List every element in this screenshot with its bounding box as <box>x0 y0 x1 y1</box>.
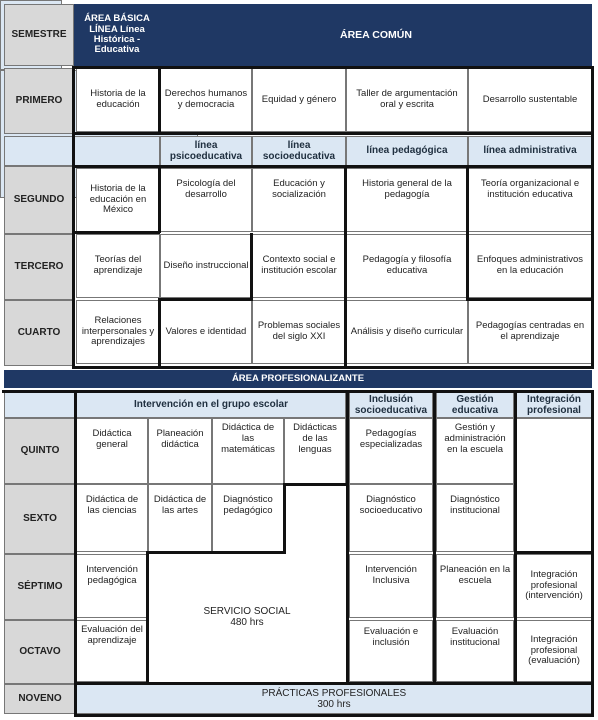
course-cell <box>76 168 160 232</box>
course-label: Pedagogía y filosofía educativa <box>362 254 452 276</box>
frame-line <box>514 390 517 684</box>
course-label: Pedagogías centradas en el aprendizaje <box>475 320 585 342</box>
course-cell <box>76 484 148 552</box>
course-cell <box>468 168 592 232</box>
course-cell <box>212 418 284 484</box>
course-cell <box>436 484 514 552</box>
area-basica-label: ÁREA BÁSICA LÍNEA Línea Histórica - Educativa <box>84 13 150 56</box>
course-cell <box>76 300 160 364</box>
frame-line <box>74 682 594 685</box>
linea-label: línea psicoeducativa <box>169 139 243 162</box>
course-cell <box>346 234 468 298</box>
frame-line <box>344 298 347 368</box>
course-label: Evaluación institucional <box>450 626 500 648</box>
semestre-header-label: SEMESTRE <box>11 29 67 41</box>
course-label: Relaciones interpersonales y aprendizajes <box>81 314 155 348</box>
servicio-social-title: SERVICIO SOCIAL <box>203 605 291 617</box>
semester-noveno <box>4 684 76 714</box>
course-cell <box>346 68 468 132</box>
prof-header-label: Inclusión socioeducativa <box>354 393 428 416</box>
frame-line <box>74 390 77 716</box>
semester-tercero <box>4 234 74 300</box>
course-label: Educación y socialización <box>272 178 326 200</box>
linea-administrativa <box>468 136 592 166</box>
servicio-social-text <box>148 600 346 634</box>
course-label: Diagnóstico institucional <box>450 494 500 516</box>
prof-header-inclusion <box>349 392 433 418</box>
course-cell <box>148 484 212 552</box>
prof-header-label: Intervención en el grupo escolar <box>134 399 288 411</box>
practicas-hours: 300 hrs <box>317 699 351 710</box>
course-cell <box>468 300 592 364</box>
frame-line <box>466 298 594 301</box>
frame-line <box>146 551 286 554</box>
course-label: Gestión y administración en la escuela <box>444 422 506 455</box>
semestre-header <box>4 4 74 66</box>
prof-header-label: Gestión educativa <box>451 393 499 416</box>
frame-line <box>72 66 594 69</box>
semester-octavo <box>4 620 76 684</box>
frame-line <box>344 165 347 301</box>
course-cell <box>76 418 148 484</box>
course-cell <box>252 234 346 298</box>
linea-psicoeducativa <box>160 136 252 166</box>
area-comun-label: ÁREA COMÚN <box>340 28 412 41</box>
linea-label: línea administrativa <box>483 145 577 157</box>
course-label: Didáctica de las artes <box>153 494 207 516</box>
course-cell <box>160 300 252 364</box>
frame-line <box>72 132 594 135</box>
course-cell <box>349 554 433 618</box>
course-cell <box>160 234 252 298</box>
course-label: Didácticas de las lenguas <box>293 422 337 455</box>
practicas-title: PRÁCTICAS PROFESIONALES <box>261 687 407 699</box>
course-cell <box>76 554 148 618</box>
semester-label: NOVENO <box>18 693 62 705</box>
course-label: Teoría organizacional e institución educativa <box>480 178 580 200</box>
course-label: Equidad y género <box>261 93 337 105</box>
course-cell <box>516 620 592 682</box>
semester-label: OCTAVO <box>19 646 61 658</box>
frame-line <box>2 390 594 393</box>
course-label: Enfoques administrativos en la educación <box>476 254 584 276</box>
course-label: Derechos humanos y democracia <box>164 88 248 110</box>
course-cell <box>252 68 346 132</box>
course-label: Diagnóstico pedagógico <box>223 494 273 516</box>
course-label: Análisis y diseño curricular <box>350 325 464 337</box>
linea-label: línea socioeducativa <box>262 139 336 162</box>
course-label: Historia de la educación <box>90 88 146 110</box>
area-comun-header <box>160 4 592 66</box>
course-cell <box>468 234 592 298</box>
course-label: Evaluación e inclusión <box>363 626 419 648</box>
course-cell <box>436 620 514 682</box>
semester-label: SEXTO <box>23 513 57 525</box>
course-label: Diagnóstico socioeducativo <box>359 494 423 516</box>
course-label: Didáctica de las matemáticas <box>221 422 275 455</box>
frame-line <box>516 551 594 554</box>
course-cell <box>252 168 346 232</box>
course-cell <box>346 168 468 232</box>
course-label: Diseño instruccional <box>163 259 249 271</box>
frame-line <box>284 483 348 486</box>
frame-line <box>72 66 75 368</box>
course-label: Didáctica general <box>92 428 132 450</box>
semester-label: QUINTO <box>20 445 60 457</box>
linea-label: línea pedagógica <box>366 145 448 157</box>
prof-header-intervencion <box>76 392 346 418</box>
course-cell-empty <box>516 418 592 552</box>
servicio-social-hours: 480 hrs <box>230 617 264 628</box>
course-label: Psicología del desarrollo <box>176 178 236 200</box>
course-label: Contexto social e institución escolar <box>261 254 337 276</box>
prof-header-integracion <box>516 392 592 418</box>
area-profesionalizante-header <box>4 370 592 388</box>
course-cell <box>160 168 252 232</box>
frame-line <box>146 551 149 684</box>
semester-quinto <box>4 418 76 484</box>
frame-line <box>72 366 594 369</box>
course-cell <box>516 554 592 618</box>
area-basica-header <box>74 4 160 66</box>
course-label: Problemas sociales del siglo XXI <box>257 320 341 342</box>
course-label: Planeación en la escuela <box>439 564 511 586</box>
area-profesionalizante-label: ÁREA PROFESIONALIZANTE <box>231 372 365 384</box>
frame-line <box>72 231 160 234</box>
frame-line <box>72 165 594 168</box>
frame-line <box>158 298 161 368</box>
frame-line <box>160 298 253 301</box>
semester-label: PRIMERO <box>15 95 63 107</box>
course-cell <box>349 620 433 682</box>
course-cell <box>349 484 433 552</box>
course-cell <box>160 68 252 132</box>
practicas-profesionales <box>76 684 592 714</box>
semester-label: SEGUNDO <box>13 194 65 206</box>
course-label: Historia de la educación en México <box>89 182 147 216</box>
frame-line <box>283 483 286 553</box>
semester-cuarto <box>4 300 74 366</box>
frame-line <box>158 66 161 134</box>
course-label: Desarrollo sustentable <box>482 93 578 105</box>
semester-sexto <box>4 484 76 554</box>
course-label: Intervención Inclusiva <box>365 564 417 586</box>
frame-line <box>346 390 349 684</box>
course-label: Planeación didáctica <box>156 428 204 450</box>
semester-septimo <box>4 554 76 620</box>
course-label: Taller de argumentación oral y escrita <box>356 88 458 110</box>
prof-spacer <box>4 392 76 418</box>
course-cell <box>346 300 468 364</box>
semester-primero <box>4 68 74 134</box>
course-label: Didáctica de las ciencias <box>85 494 139 516</box>
course-label: Pedagogías especializadas <box>359 428 423 450</box>
course-cell <box>436 554 514 618</box>
course-cell <box>349 418 433 484</box>
frame-line <box>158 165 161 233</box>
course-label: Evaluación del aprendizaje <box>81 624 143 646</box>
course-label: Integración profesional (evaluación) <box>528 633 580 667</box>
course-cell <box>76 234 160 298</box>
semester-label: SÉPTIMO <box>17 581 63 593</box>
linea-socioeducativa <box>252 136 346 166</box>
frame-line <box>74 714 594 717</box>
course-label: Integración profesional (intervención) <box>525 568 583 602</box>
prof-header-gestion <box>436 392 514 418</box>
course-cell <box>148 418 212 484</box>
course-cell <box>468 68 592 132</box>
semester-label: TERCERO <box>14 261 64 273</box>
prof-header-label: Integración profesional <box>527 393 581 416</box>
frame-line <box>466 165 469 301</box>
course-label: Historia general de la pedagogía <box>362 178 452 200</box>
semester-segundo <box>4 166 74 234</box>
course-cell <box>436 418 514 484</box>
frame-line <box>433 390 436 684</box>
course-label: Intervención pedagógica <box>86 564 138 586</box>
course-cell <box>76 68 160 132</box>
course-cell <box>252 300 346 364</box>
semester-label: CUARTO <box>17 327 61 339</box>
frame-line <box>591 66 594 368</box>
course-cell <box>284 418 346 484</box>
frame-line <box>250 233 253 301</box>
course-cell <box>212 484 284 552</box>
course-cell <box>76 620 148 682</box>
lineas-spacer <box>4 136 160 166</box>
course-label: Teorías del aprendizaje <box>93 254 143 276</box>
course-label: Valores e identidad <box>165 325 247 337</box>
linea-pedagogica <box>346 136 468 166</box>
